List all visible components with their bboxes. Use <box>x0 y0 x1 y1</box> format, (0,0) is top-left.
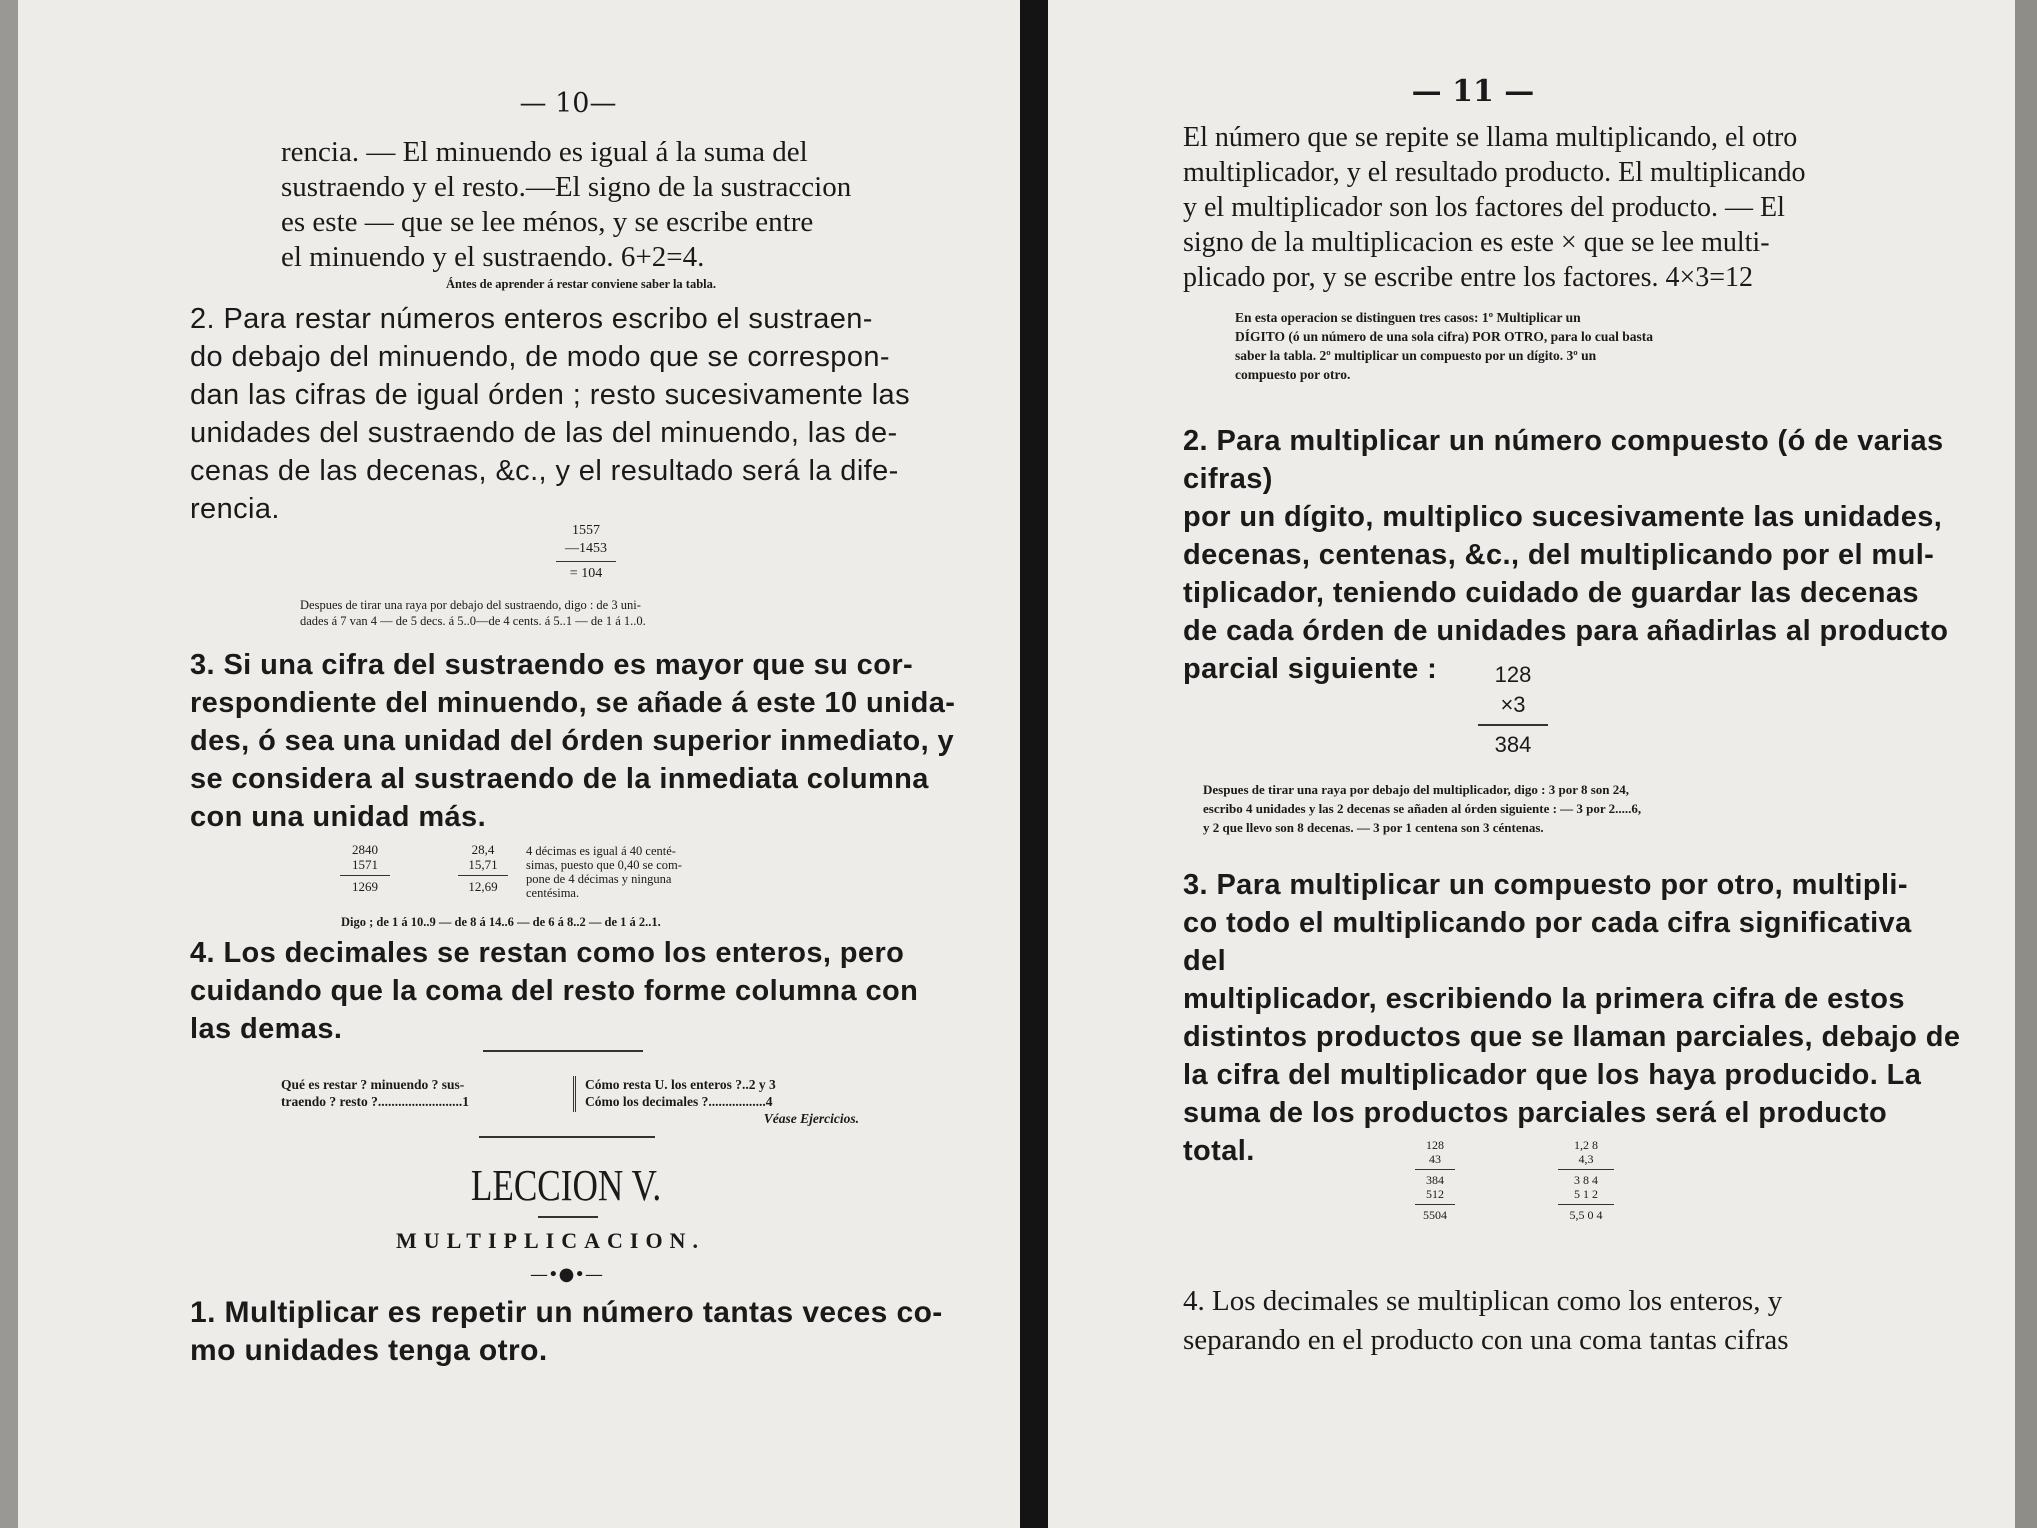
multiplication-example <box>1478 660 1548 760</box>
text-line: 1. Multiplicar es repetir un número tantas veces co- <box>190 1296 943 1329</box>
subtraction-example <box>556 522 616 583</box>
lesson-title: LECCION V. <box>470 1161 662 1210</box>
text-line: Despues de tirar una raya por debajo del sustraendo, digo : de 3 uni- <box>300 598 641 612</box>
question-line: Qué es restar ? minuendo ? sus- <box>281 1077 465 1092</box>
lesson-subtitle: MULTIPLICACION. <box>396 1228 705 1253</box>
paragraph-3 <box>1183 866 1963 1170</box>
text-line: unidades del sustraendo de las del minuendo, las de- <box>190 417 898 449</box>
decimal-subtraction-example <box>458 842 508 894</box>
question-line: Cómo resta U. los enteros ?..2 y 3 <box>585 1077 776 1092</box>
calc-rule <box>1558 1169 1614 1170</box>
text-line: 4. Los decimales se multiplican como los enteros, y <box>1183 1285 1783 1317</box>
intro-note: Ántes de aprender á restar conviene saber la tabla. <box>446 277 717 291</box>
calc-value: 2840 <box>352 842 378 857</box>
calc-value: —1453 <box>565 541 607 556</box>
calc-value: 128 <box>1426 1138 1444 1152</box>
questions-col-1 <box>281 1076 571 1110</box>
calc-result: 384 <box>1494 732 1532 757</box>
calc-result: = 104 <box>569 566 603 581</box>
calc-result: 12,69 <box>468 879 498 894</box>
calc-value: 1557 <box>572 523 600 538</box>
calc-rule <box>1478 724 1548 726</box>
text-line: co todo el multiplicando por cada cifra significativa del <box>1183 907 1912 977</box>
text-line: cuidando que la coma del resto forme columna con <box>190 975 919 1007</box>
text-line: rencia. <box>190 493 280 525</box>
text-line: es este — que se lee ménos, y se escribe entre <box>281 206 814 238</box>
subtraction-note <box>300 597 920 629</box>
decimal-note <box>526 844 826 900</box>
calc-rule <box>556 561 616 562</box>
question-line: traendo ? resto ?.........................1 <box>281 1094 469 1109</box>
text-line: simas, puesto que 0,40 se com- <box>526 858 682 872</box>
calc-value: 1,2 8 <box>1574 1138 1598 1152</box>
calc-rule <box>340 875 390 876</box>
multiplication-note <box>1203 780 1903 837</box>
text-line: las demas. <box>190 1013 343 1045</box>
text-line: plicado por, y se escribe entre los factores. 4×3=12 <box>1183 262 1754 293</box>
text-line: 3. Para multiplicar un compuesto por otro, multipli- <box>1183 869 1908 901</box>
text-line: por un dígito, multiplico sucesivamente las unidades, <box>1183 501 1943 533</box>
text-line: decenas, centenas, &c., del multiplicando por el mul- <box>1183 539 1935 571</box>
cases-note <box>1235 308 1875 384</box>
section-divider <box>483 1050 643 1052</box>
text-line: y 2 que llevo son 8 decenas. — 3 por 1 centena son 3 céntenas. <box>1203 820 1544 835</box>
text-line: dades á 7 van 4 — de 5 decs. á 5..0—de 4 cents. á 5..1 — de 1 á 1..0. <box>300 614 646 628</box>
page-number: — 11 — <box>1411 74 1535 109</box>
calc-value: 28,4 <box>471 842 495 857</box>
title-rule <box>538 1216 598 1218</box>
page-number: — 10— <box>519 88 617 119</box>
paragraph-2 <box>190 300 970 528</box>
text-line: 4 décimas es igual á 40 centé- <box>526 844 676 858</box>
text-line: la cifra del multiplicador que los haya producido. La <box>1183 1059 1922 1091</box>
calc-value: 4,3 <box>1578 1152 1594 1166</box>
text-line: 3. Si una cifra del sustraendo es mayor que su cor- <box>190 649 914 681</box>
text-line: rencia. — El minuendo es igual á la suma del <box>281 136 808 168</box>
calc-value: 128 <box>1494 662 1532 687</box>
calc-value: ×3 <box>1500 692 1526 717</box>
subtraction-carry-example <box>340 842 390 894</box>
text-line: se considera al sustraendo de la inmediata columna <box>190 763 929 795</box>
text-line: con una unidad más. <box>190 801 487 833</box>
paragraph-2 <box>1183 422 1963 688</box>
text-line: distintos productos que se llaman parciales, debajo de <box>1183 1021 1961 1053</box>
text-line: tiplicador, teniendo cuidado de guardar las decenas <box>1183 577 1919 609</box>
calc-value: 15,71 <box>468 857 498 872</box>
text-line: mo unidades tenga otro. <box>190 1334 548 1367</box>
question-line: Cómo los decimales ?.................4 <box>585 1094 773 1109</box>
text-line: el minuendo y el sustraendo. 6+2=4. <box>281 241 705 273</box>
intro-paragraph <box>1183 120 1923 295</box>
calc-value: 3 8 4 <box>1574 1173 1598 1187</box>
paragraph-4 <box>190 934 970 1048</box>
text-line: do debajo del minuendo, de modo que se correspon- <box>190 341 890 373</box>
calc-result: 5,5 0 4 <box>1569 1208 1603 1222</box>
carry-note: Digo ; de 1 á 10..9 — de 8 á 14..6 — de 6 á 8..2 — de 1 á 2..1. <box>341 915 661 929</box>
see-exercises: Véase Ejercicios. <box>763 1111 859 1126</box>
text-line: En esta operacion se distinguen tres casos: 1º Multiplicar un <box>1235 310 1581 325</box>
text-line: des, ó sea una unidad del órden superior inmediato, y <box>190 725 955 757</box>
text-line: total. <box>1183 1135 1255 1167</box>
section-divider <box>479 1136 655 1138</box>
calc-value: 5 1 2 <box>1574 1187 1598 1201</box>
text-line: suma de los productos parciales será el producto <box>1183 1097 1888 1129</box>
intro-paragraph <box>281 135 921 275</box>
text-line: 4. Los decimales se restan como los enteros, pero <box>190 937 905 969</box>
text-line: de cada órden de unidades para añadirlas al producto <box>1183 615 1949 647</box>
paragraph-4 <box>1183 1282 1963 1360</box>
text-line: compuesto por otro. <box>1235 367 1351 382</box>
text-line: Despues de tirar una raya por debajo del multiplicador, digo : 3 por 8 son 24, <box>1203 782 1630 797</box>
text-line: multiplicador, y el resultado producto. El multiplicando <box>1183 157 1806 188</box>
calc-value: 384 <box>1426 1173 1444 1187</box>
text-line: DÍGITO (ó un número de una sola cifra) POR OTRO, para lo cual basta <box>1235 329 1654 344</box>
text-line: signo de la multiplicacion es este × que se lee multi- <box>1183 227 1770 258</box>
calc-rule <box>1415 1169 1455 1170</box>
text-line: pone de 4 décimas y ninguna <box>526 872 672 886</box>
calc-value: 43 <box>1429 1152 1441 1166</box>
text-line: dan las cifras de igual órden ; resto sucesivamente las <box>190 379 910 411</box>
column-separator <box>573 1076 576 1112</box>
text-line: sustraendo y el resto.—El signo de la sustraccion <box>281 171 852 203</box>
text-line: 2. Para multiplicar un número compuesto (ó de varias cifras) <box>1183 425 1944 495</box>
calc-rule <box>1415 1204 1455 1205</box>
calc-result: 5504 <box>1423 1208 1447 1222</box>
calc-value: 1571 <box>352 857 378 872</box>
right-page <box>1048 0 2037 1528</box>
text-line: cenas de las decenas, &c., y el resultado será la dife- <box>190 455 899 487</box>
calc-rule <box>1558 1204 1614 1205</box>
text-line: y el multiplicador son los factores del producto. — El <box>1183 192 1785 223</box>
text-line: escribo 4 unidades y las 2 decenas se añaden al órden siguiente : — 3 por 2.....6, <box>1203 801 1642 816</box>
calc-result: 1269 <box>352 879 378 894</box>
book-gutter <box>1020 0 1048 1528</box>
text-line: centésima. <box>526 886 580 900</box>
text-line: El número que se repite se llama multiplicando, el otro <box>1183 122 1798 153</box>
questions-col-2 <box>585 1076 885 1127</box>
text-line: 2. Para restar números enteros escribo el sustraen- <box>190 303 873 335</box>
paragraph-1 <box>190 1294 970 1370</box>
text-line: respondiente del minuendo, se añade á este 10 unida- <box>190 687 956 719</box>
paragraph-3 <box>190 646 970 836</box>
text-line: multiplicador, escribiendo la primera cifra de estos <box>1183 983 1905 1015</box>
compound-multiplication-example <box>1415 1138 1455 1222</box>
text-line: separando en el producto con una coma tantas cifras <box>1183 1324 1789 1356</box>
text-line: parcial siguiente : <box>1183 653 1438 685</box>
text-line: saber la tabla. 2º multiplicar un compuesto por un dígito. 3º un <box>1235 348 1597 363</box>
calc-value: 512 <box>1426 1187 1444 1201</box>
ornament: —•●•— <box>530 1264 603 1285</box>
decimal-multiplication-example <box>1558 1138 1614 1222</box>
calc-rule <box>458 875 508 876</box>
